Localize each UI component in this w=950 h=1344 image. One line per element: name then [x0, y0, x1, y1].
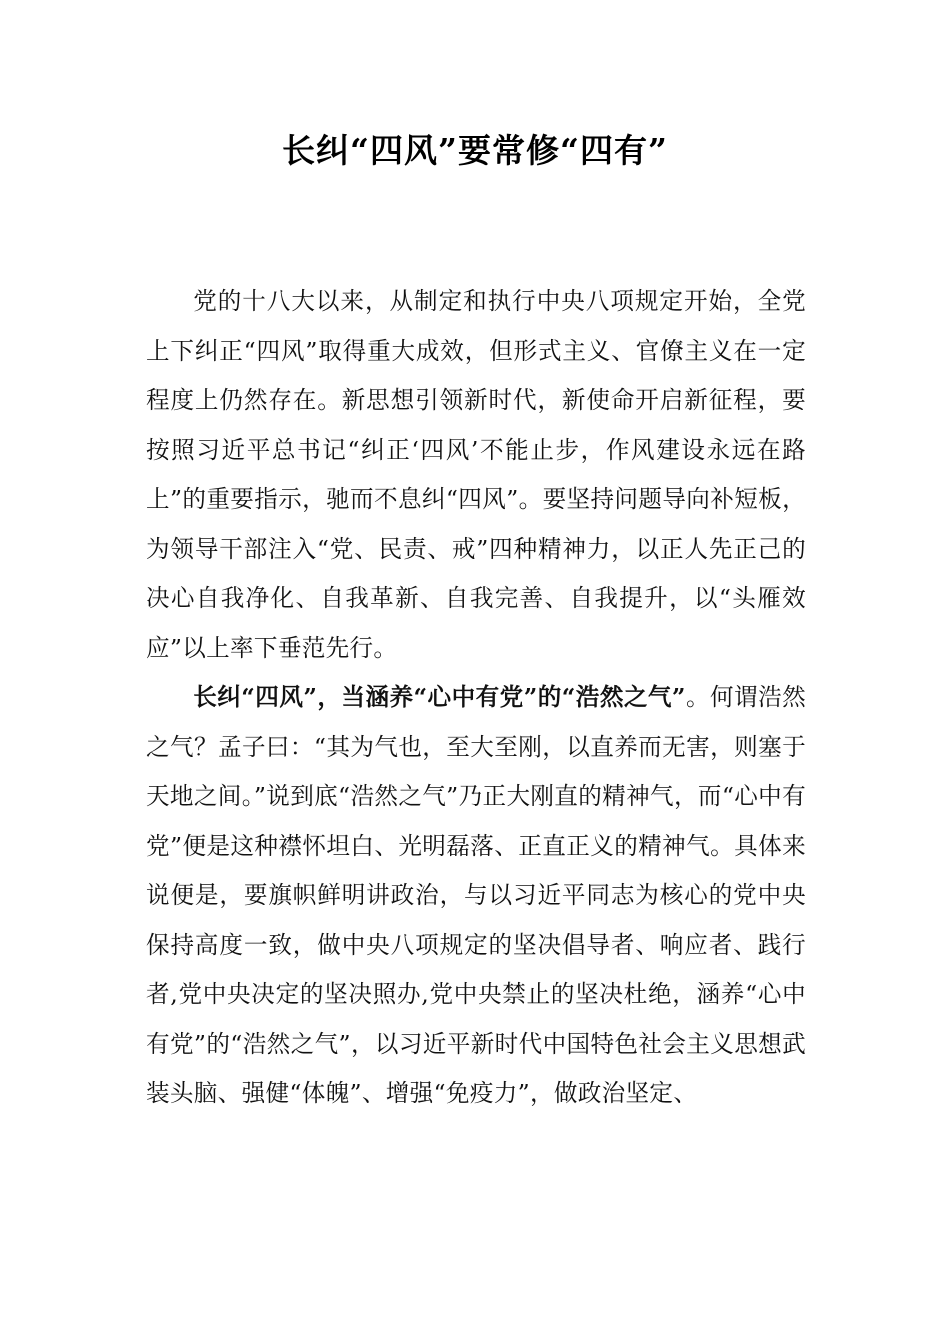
document-title: 长纠“四风”要常修“四有”: [282, 131, 668, 170]
paragraph-intro-text: 党的十八大以来，从制定和执行中央八项规定开始，全党上下纠正“四风”取得重大成效，但形式主义、官僚主义在一定程度上仍然存在。新思想引领新时代，新使命开启新征程，要按照习近平总书记“纠正‘四风’不能止步，作风建设永远在路上”的重要指示，驰而不息纠“四风”。要坚持问题导向补短板，为领导干部注入“党、民责、戒”四种精神力，以正人先正己的决心自我净化、自我革新、自我完善、自我提升，以“头雁效应”以上率下垂范先行。: [146, 287, 806, 662]
document-body: [146, 277, 806, 1119]
paragraph-section-1: [146, 673, 806, 1119]
paragraph-section-1-text: 。何谓浩然之气？孟子曰：“其为气也，至大至刚，以直养而无害，则塞于天地之间。”说到底“浩然之气”乃正大刚直的精神气，而“心中有党”便是这种襟怀坦白、光明磊落、正直正义的精神气。具体来说便是，要旗帜鲜明讲政治，与以习近平同志为核心的党中央保持高度一致，做中央八项规定的坚决倡导者、响应者、践行者,党中央决定的坚决照办,党中央禁止的坚决杜绝，涵养“心中有党”的“浩然之气”，以习近平新时代中国特色社会主义思想武装头脑、强健“体魄”、增强“免疫力”，做政治坚定、: [146, 683, 807, 1107]
section-1-heading: 长纠“四风”，当涵养“心中有党”的“浩然之气”: [193, 683, 686, 711]
paragraph-intro: [146, 277, 806, 673]
